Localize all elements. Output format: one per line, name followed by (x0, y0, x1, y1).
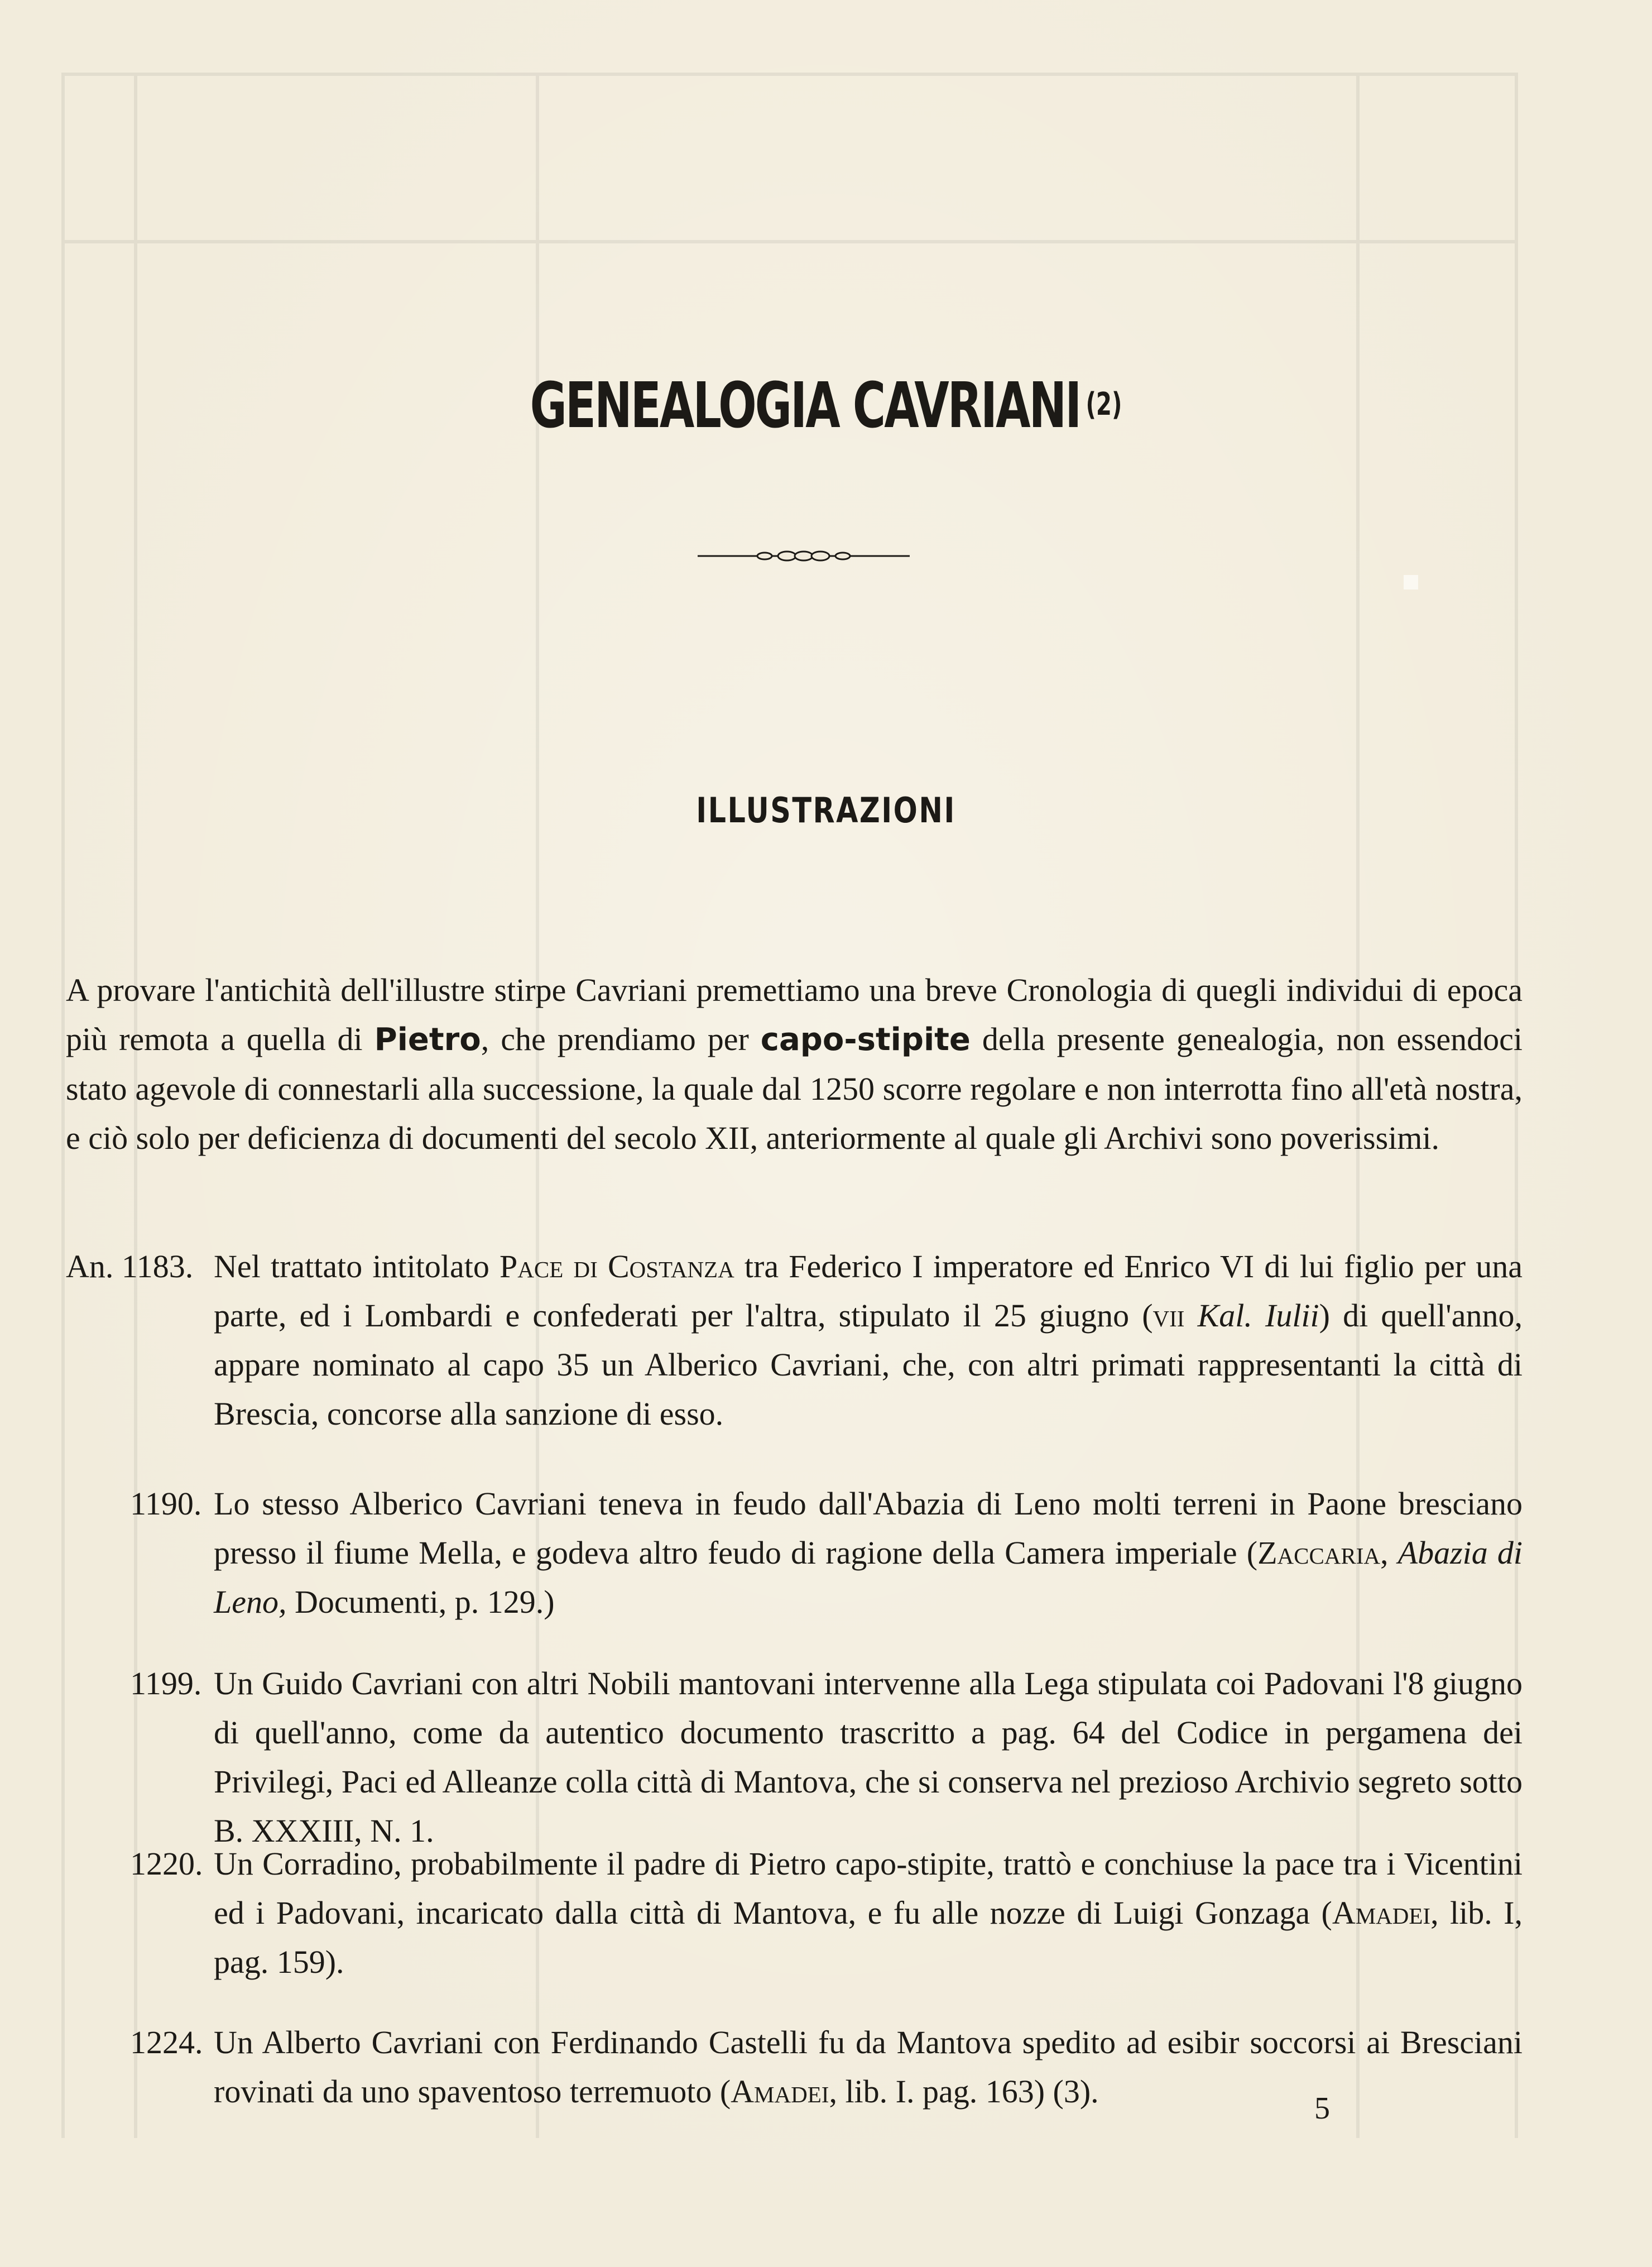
entry-text-part: Lo stesso Alberico Cavriani teneva in feudo dall'Abazia di Leno molti terreni in Paone bresciano presso il fiume Mella, e godeva altro feudo di ragione della Camera imperiale ( (214, 1485, 1523, 1571)
intro-text-1: A provare l'antichità dell'illustre stirpe Cavriani premettiamo una breve Cronologia di quegli individui di epoca più remota a quella di (66, 972, 1523, 1057)
entry-smallcaps: Zaccaria (1257, 1535, 1381, 1571)
entry-text-part: Un Guido Cavriani con altri Nobili mantovani intervenne alla Lega stipulata coi Padovani l'8 giugno di quell'anno, come da autentico documento trascritto a pag. 64 del Codice in pergamena dei Privilegi, Paci ed Alleanze colla città di Mantova, che si conserva nel prezioso Archivio segreto sotto B. XXXIII, N. 1. (214, 1665, 1523, 1849)
entry-text-part: Nel trattato intitolato (214, 1248, 500, 1285)
entry-text-part: tra Federico I imperatore ed Enrico VI di lui figlio per una parte, ed i Lombardi e confederati per l'altra, stipulato il 25 giugno ( (214, 1248, 1523, 1334)
entry-smallcaps: Amadei (731, 2073, 829, 2110)
entry-text-part: Un Alberto Cavriani con Ferdinando Castelli fu da Mantova spedito ad esibir soccorsi ai Bresciani rovinati da uno spaventoso terremuoto ( (214, 2024, 1523, 2110)
entry-italic: Kal. Iulii (1184, 1297, 1319, 1334)
entry-text-part: ) di quell'anno, appare nominato al capo 35 un Alberico Cavriani, che, con altri primati rappresentanti la città di Brescia, concorse alla sanzione di esso. (214, 1297, 1523, 1432)
entry-year: An. 1183. (66, 1248, 194, 1285)
entry-year: 1190. (130, 1485, 202, 1522)
entry-text-part: Documenti, p. 129.) (286, 1584, 555, 1620)
section-heading: ILLUSTRAZIONI (696, 790, 956, 831)
intro-bold-capo-stipite: capo-stipite (760, 1022, 971, 1058)
intro-bold-pietro: Pietro (374, 1022, 481, 1058)
entry-year: 1220. (130, 1846, 203, 1882)
intro-text-3: della presente genealogia, non essendoci stato agevole di connestarli alla successione, la quale dal 1250 scorre regolare e non interrotta fino all'età nostra, e ciò solo per deficienza di documenti del secolo XII, anteriormente al quale gli Archivi sono poverissimi. (66, 1021, 1523, 1156)
title-text: GENEALOGIA CAVRIANI (530, 370, 1080, 442)
intro-text-2: , che prendiamo per (481, 1021, 761, 1057)
intro-paragraph (66, 966, 1523, 1163)
entry-text (214, 1839, 1523, 1987)
entry-text-part: Un Corradino, probabilmente il padre di Pietro capo-stipite, trattò e conchiuse la pace tra i Vicentini ed i Padovani, incaricato dalla città di Mantova, e fu alle nozze di Luigi Gonzaga ( (214, 1846, 1523, 1931)
entry-text-part: , lib. I, pag. 159). (214, 1895, 1523, 1980)
page-title (231, 368, 1420, 443)
entry-year: 1224. (130, 2024, 203, 2060)
entry-year: 1199. (130, 1665, 202, 1702)
title-footnote-ref: (2) (1086, 386, 1122, 423)
entry-smallcaps: vii (1152, 1297, 1185, 1334)
entry-smallcaps: Pace di Costanza (500, 1248, 734, 1285)
entry-smallcaps: Amadei (1332, 1895, 1431, 1931)
divider-ornament (698, 550, 910, 562)
entry-text-part: , (1380, 1535, 1398, 1571)
paper-spot (1404, 575, 1418, 589)
entry-text-part: , lib. I. pag. 163) (3). (829, 2073, 1099, 2110)
entry-text (214, 1659, 1523, 1856)
entry-text (214, 1479, 1523, 1627)
entry-italic: Abazia di Leno, (214, 1535, 1523, 1620)
page-number: 5 (1314, 2091, 1330, 2126)
entry-text (214, 1242, 1523, 1439)
